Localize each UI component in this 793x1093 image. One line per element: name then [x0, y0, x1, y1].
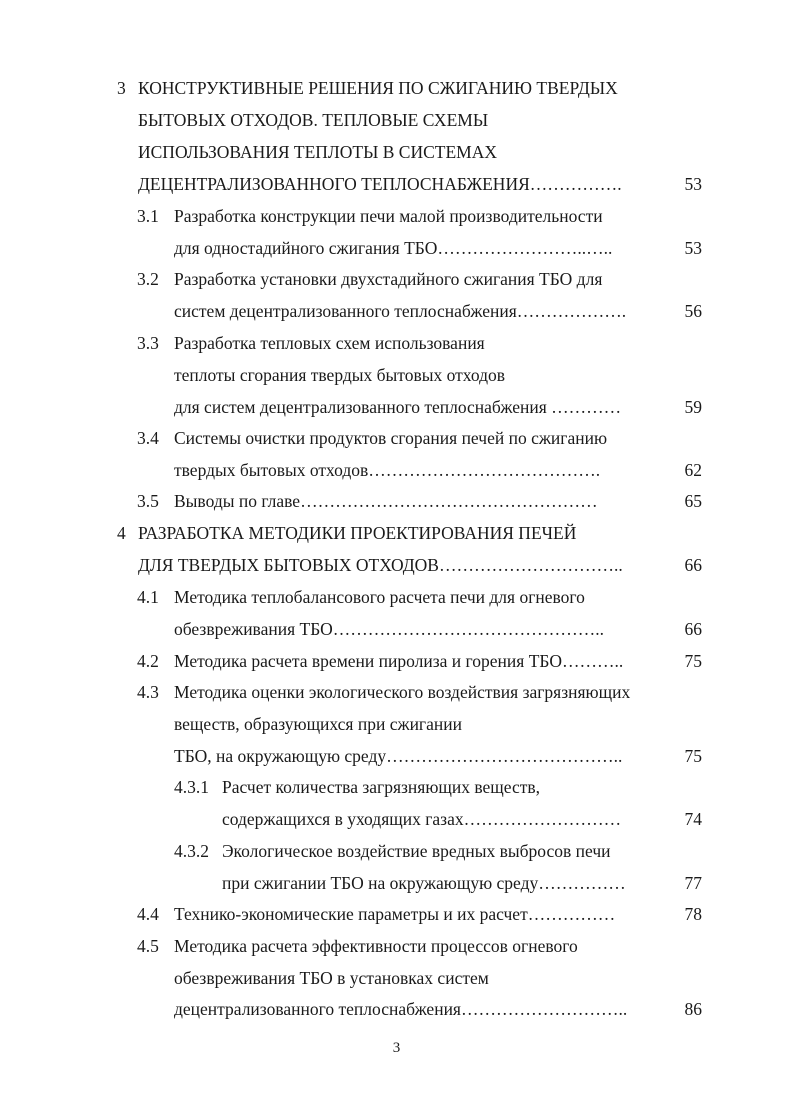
section-4-3-1-line2: содержащихся в уходящих газах……………………… — [222, 809, 622, 829]
chapter-3-title-line3: ИСПОЛЬЗОВАНИЯ ТЕПЛОТЫ В СИСТЕМАХ — [138, 142, 497, 162]
section-4-2-page: 75 — [684, 651, 702, 671]
section-3-1-page: 53 — [684, 238, 702, 258]
section-3-5-page: 65 — [684, 491, 702, 511]
chapter-3-number: 3 — [117, 78, 126, 98]
chapter-4-number: 4 — [117, 523, 126, 543]
section-4-4-line1: Технико-экономические параметры и их расчет…………… — [174, 904, 616, 924]
section-4-4-page: 78 — [684, 904, 702, 924]
section-3-2-page: 56 — [684, 301, 702, 321]
section-4-3-1-line1: Расчет количества загрязняющих веществ, — [222, 777, 541, 797]
section-3-5-line1: Выводы по главе…………………………………………… — [174, 491, 598, 511]
section-3-3-line3: для систем децентрализованного теплоснабжения ………… — [174, 397, 622, 417]
section-4-3-1-page: 74 — [684, 809, 702, 829]
section-3-1-line2: для одностадийного сжигания ТБО……………………..….. — [174, 238, 613, 258]
section-4-3-1-number: 4.3.1 — [174, 777, 209, 797]
chapter-3-title-line2: БЫТОВЫХ ОТХОДОВ. ТЕПЛОВЫЕ СХЕМЫ — [138, 110, 489, 130]
section-4-1-line1: Методика теплобалансового расчета печи для огневого — [174, 587, 585, 607]
section-3-3-line1: Разработка тепловых схем использования — [174, 333, 485, 353]
section-4-2-number: 4.2 — [137, 651, 159, 671]
section-4-5-line3: децентрализованного теплоснабжения……………………….. — [174, 999, 628, 1019]
section-3-3-number: 3.3 — [137, 333, 159, 353]
section-3-1-line1: Разработка конструкции печи малой производительности — [174, 206, 603, 226]
section-4-3-2-line1: Экологическое воздействие вредных выбросов печи — [222, 841, 611, 861]
section-4-3-2-page: 77 — [684, 873, 702, 893]
section-4-5-page: 86 — [684, 999, 702, 1019]
section-3-4-line2: твердых бытовых отходов…………………………………. — [174, 460, 601, 480]
section-4-3-number: 4.3 — [137, 682, 159, 702]
section-3-4-page: 62 — [684, 460, 702, 480]
section-3-2-number: 3.2 — [137, 269, 159, 289]
section-3-3-page: 59 — [684, 397, 702, 417]
section-3-2-line1: Разработка установки двухстадийного сжигания ТБО для — [174, 269, 603, 289]
section-4-5-line1: Методика расчета эффективности процессов огневого — [174, 936, 578, 956]
section-4-5-number: 4.5 — [137, 936, 159, 956]
section-4-3-line1: Методика оценки экологического воздействия загрязняющих — [174, 682, 631, 702]
section-4-3-line2: веществ, образующихся при сжигании — [174, 714, 462, 734]
chapter-3-title-line1: КОНСТРУКТИВНЫЕ РЕШЕНИЯ ПО СЖИГАНИЮ ТВЕРДЫХ — [138, 78, 618, 98]
section-3-4-line1: Системы очистки продуктов сгорания печей по сжиганию — [174, 428, 608, 448]
section-3-1-number: 3.1 — [137, 206, 159, 226]
section-4-3-2-number: 4.3.2 — [174, 841, 209, 861]
chapter-3-page: 53 — [684, 174, 702, 194]
section-4-3-line3: ТБО, на окружающую среду………………………………….. — [174, 746, 623, 766]
section-3-4-number: 3.4 — [137, 428, 159, 448]
page-number: 3 — [392, 1040, 401, 1056]
section-4-1-page: 66 — [684, 619, 702, 639]
chapter-4-title-line2: ДЛЯ ТВЕРДЫХ БЫТОВЫХ ОТХОДОВ………………………….. — [138, 555, 623, 575]
chapter-3-title-line4: ДЕЦЕНТРАЛИЗОВАННОГО ТЕПЛОСНАБЖЕНИЯ……………. — [138, 174, 622, 194]
section-3-5-number: 3.5 — [137, 491, 159, 511]
section-4-5-line2: обезвреживания ТБО в установках систем — [174, 968, 489, 988]
section-4-3-2-line2: при сжигании ТБО на окружающую среду…………… — [222, 873, 626, 893]
section-4-3-page: 75 — [684, 746, 702, 766]
section-4-4-number: 4.4 — [137, 904, 159, 924]
section-4-1-number: 4.1 — [137, 587, 159, 607]
chapter-4-page: 66 — [684, 555, 702, 575]
section-3-3-line2: теплоты сгорания твердых бытовых отходов — [174, 365, 506, 385]
section-4-1-line2: обезвреживания ТБО……………………………………….. — [174, 619, 605, 639]
section-4-2-line1: Методика расчета времени пиролиза и горения ТБО……….. — [174, 651, 624, 671]
section-3-2-line2: систем децентрализованного теплоснабжения………………. — [174, 301, 627, 321]
chapter-4-title-line1: РАЗРАБОТКА МЕТОДИКИ ПРОЕКТИРОВАНИЯ ПЕЧЕЙ — [138, 523, 577, 543]
